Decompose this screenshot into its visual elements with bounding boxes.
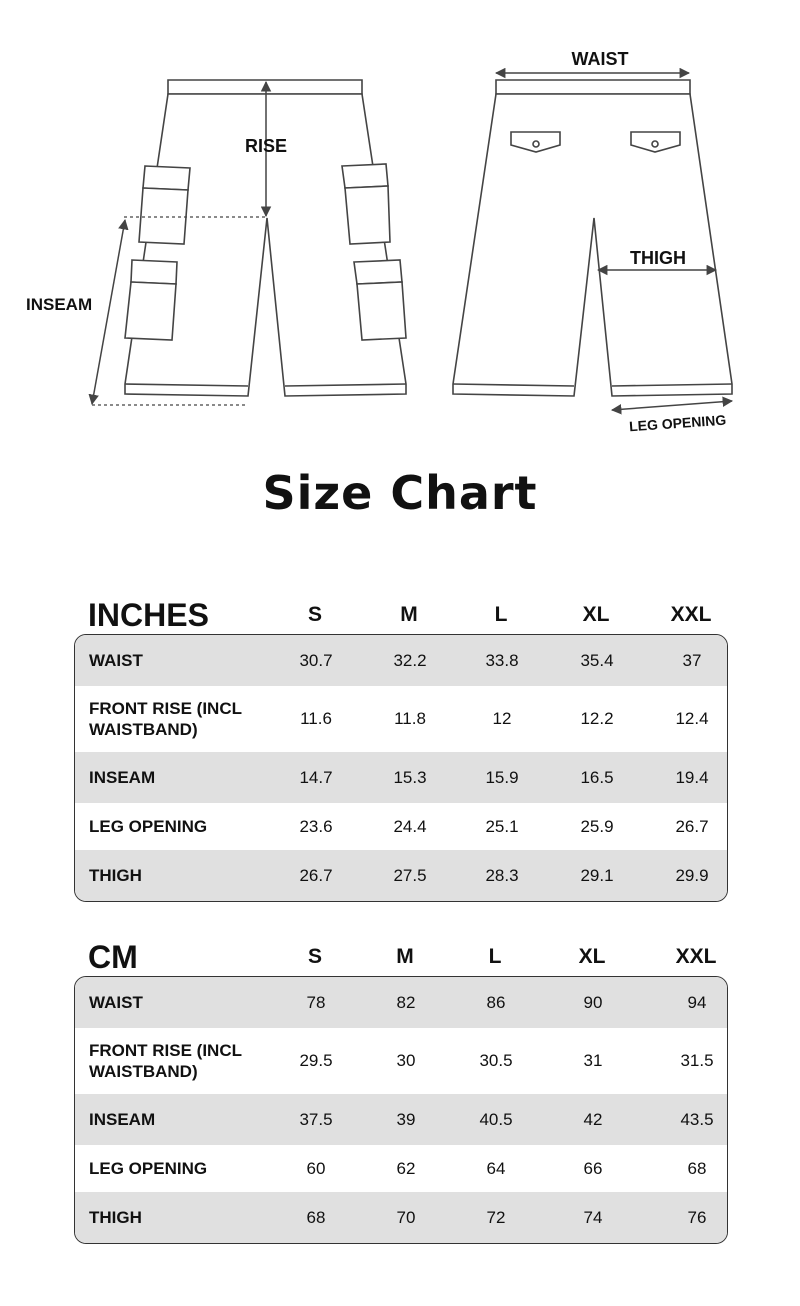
measurement-table <box>74 976 728 1244</box>
table-cell: 82 <box>396 992 416 1012</box>
table-cell: 25.1 <box>485 816 519 836</box>
table-row <box>75 686 727 752</box>
table-cell: 16.5 <box>580 767 614 787</box>
measurement-table <box>74 634 728 902</box>
thigh-label: THIGH <box>630 248 686 268</box>
table-cell: 62 <box>396 1158 416 1178</box>
table-cell: 27.5 <box>393 865 427 885</box>
measurement-label: WAIST <box>89 993 143 1012</box>
table-cell: 60 <box>306 1158 326 1178</box>
size-header: M <box>400 603 418 626</box>
table-cell: 37.5 <box>299 1109 333 1129</box>
measurement-label: LEG OPENING <box>89 1159 208 1178</box>
table-cell: 12 <box>492 709 512 728</box>
table-row <box>75 1094 727 1145</box>
table-cell: 19.4 <box>675 767 709 787</box>
measurement-label: INSEAM <box>89 768 156 787</box>
table-cell: 23.6 <box>299 816 333 836</box>
table-cell: 32.2 <box>393 650 427 670</box>
table-row <box>75 850 727 901</box>
waist-label: WAIST <box>571 49 629 69</box>
table-cell: 33.8 <box>485 650 519 670</box>
table-cell: 14.7 <box>299 767 333 787</box>
table-cell: 76 <box>687 1207 707 1227</box>
back-view-shorts <box>453 80 732 396</box>
table-row <box>75 752 727 803</box>
size-header: XL <box>582 603 610 626</box>
table-cell: 29.5 <box>299 1051 333 1070</box>
table-cell: 24.4 <box>393 816 427 836</box>
table-row <box>75 635 727 686</box>
table-row <box>75 1028 727 1094</box>
table-cell: 25.9 <box>580 816 614 836</box>
table-cell: 11.6 <box>300 709 332 728</box>
size-header: S <box>307 603 322 626</box>
size-header: M <box>396 945 414 968</box>
measurement-label: FRONT RISE (INCL WAISTBAND) <box>89 699 242 739</box>
table-header <box>74 938 728 976</box>
table-row <box>75 977 727 1028</box>
inches-size-table <box>74 596 728 902</box>
table-cell: 74 <box>583 1207 603 1227</box>
table-cell: 30.5 <box>479 1051 513 1070</box>
table-cell: 12.2 <box>580 709 614 728</box>
table-cell: 90 <box>583 992 603 1012</box>
measurement-label: FRONT RISE (INCL WAISTBAND) <box>89 1041 242 1081</box>
size-header: L <box>494 603 508 626</box>
table-cell: 12.4 <box>675 709 709 728</box>
measurement-label: INSEAM <box>89 1110 156 1129</box>
table-cell: 31.5 <box>680 1051 714 1070</box>
leg-opening-label: LEG OPENING <box>628 411 727 435</box>
table-cell: 42 <box>583 1109 603 1129</box>
table-cell: 40.5 <box>479 1109 513 1129</box>
table-cell: 68 <box>306 1207 326 1227</box>
measurement-label: THIGH <box>89 1208 142 1227</box>
table-cell: 37 <box>682 650 702 670</box>
shorts-illustration <box>0 0 800 460</box>
rise-label: RISE <box>244 136 288 156</box>
table-cell: 29.9 <box>675 865 709 885</box>
table-cell: 94 <box>687 992 707 1012</box>
table-cell: 11.8 <box>394 709 426 728</box>
table-cell: 43.5 <box>680 1109 714 1129</box>
table-row <box>75 1192 727 1243</box>
table-cell: 68 <box>687 1158 707 1178</box>
table-row <box>75 803 727 850</box>
inseam-arrow <box>92 220 125 404</box>
table-cell: 26.7 <box>675 816 709 836</box>
measurement-label: THIGH <box>89 866 142 885</box>
table-cell: 28.3 <box>485 865 519 885</box>
table-cell: 64 <box>486 1158 506 1178</box>
table-row <box>75 1145 727 1192</box>
table-cell: 29.1 <box>580 865 614 885</box>
leg-opening-arrow <box>612 401 732 410</box>
unit-title: CM <box>88 939 138 975</box>
table-cell: 15.3 <box>393 767 427 787</box>
page-title: Size Chart <box>262 466 538 520</box>
table-cell: 30 <box>396 1051 416 1070</box>
table-cell: 66 <box>583 1158 603 1178</box>
measurement-label: WAIST <box>89 651 143 670</box>
table-cell: 70 <box>396 1207 416 1227</box>
size-header: XL <box>578 945 606 968</box>
table-cell: 35.4 <box>580 650 614 670</box>
table-cell: 30.7 <box>299 650 333 670</box>
table-cell: 72 <box>486 1207 506 1227</box>
measurement-label: LEG OPENING <box>89 817 208 836</box>
unit-title: INCHES <box>88 597 209 633</box>
size-header: S <box>307 945 322 968</box>
size-header: XXL <box>670 603 712 626</box>
cm-size-table <box>74 938 728 1244</box>
table-cell: 15.9 <box>485 767 519 787</box>
size-header: L <box>488 945 502 968</box>
size-header: XXL <box>675 945 717 968</box>
table-cell: 39 <box>396 1109 416 1129</box>
table-cell: 86 <box>486 992 506 1012</box>
table-cell: 26.7 <box>299 865 333 885</box>
table-cell: 78 <box>306 992 326 1012</box>
inseam-label: INSEAM <box>26 295 93 314</box>
measurement-diagram <box>0 0 800 460</box>
table-header <box>74 596 728 634</box>
table-cell: 31 <box>583 1051 603 1070</box>
